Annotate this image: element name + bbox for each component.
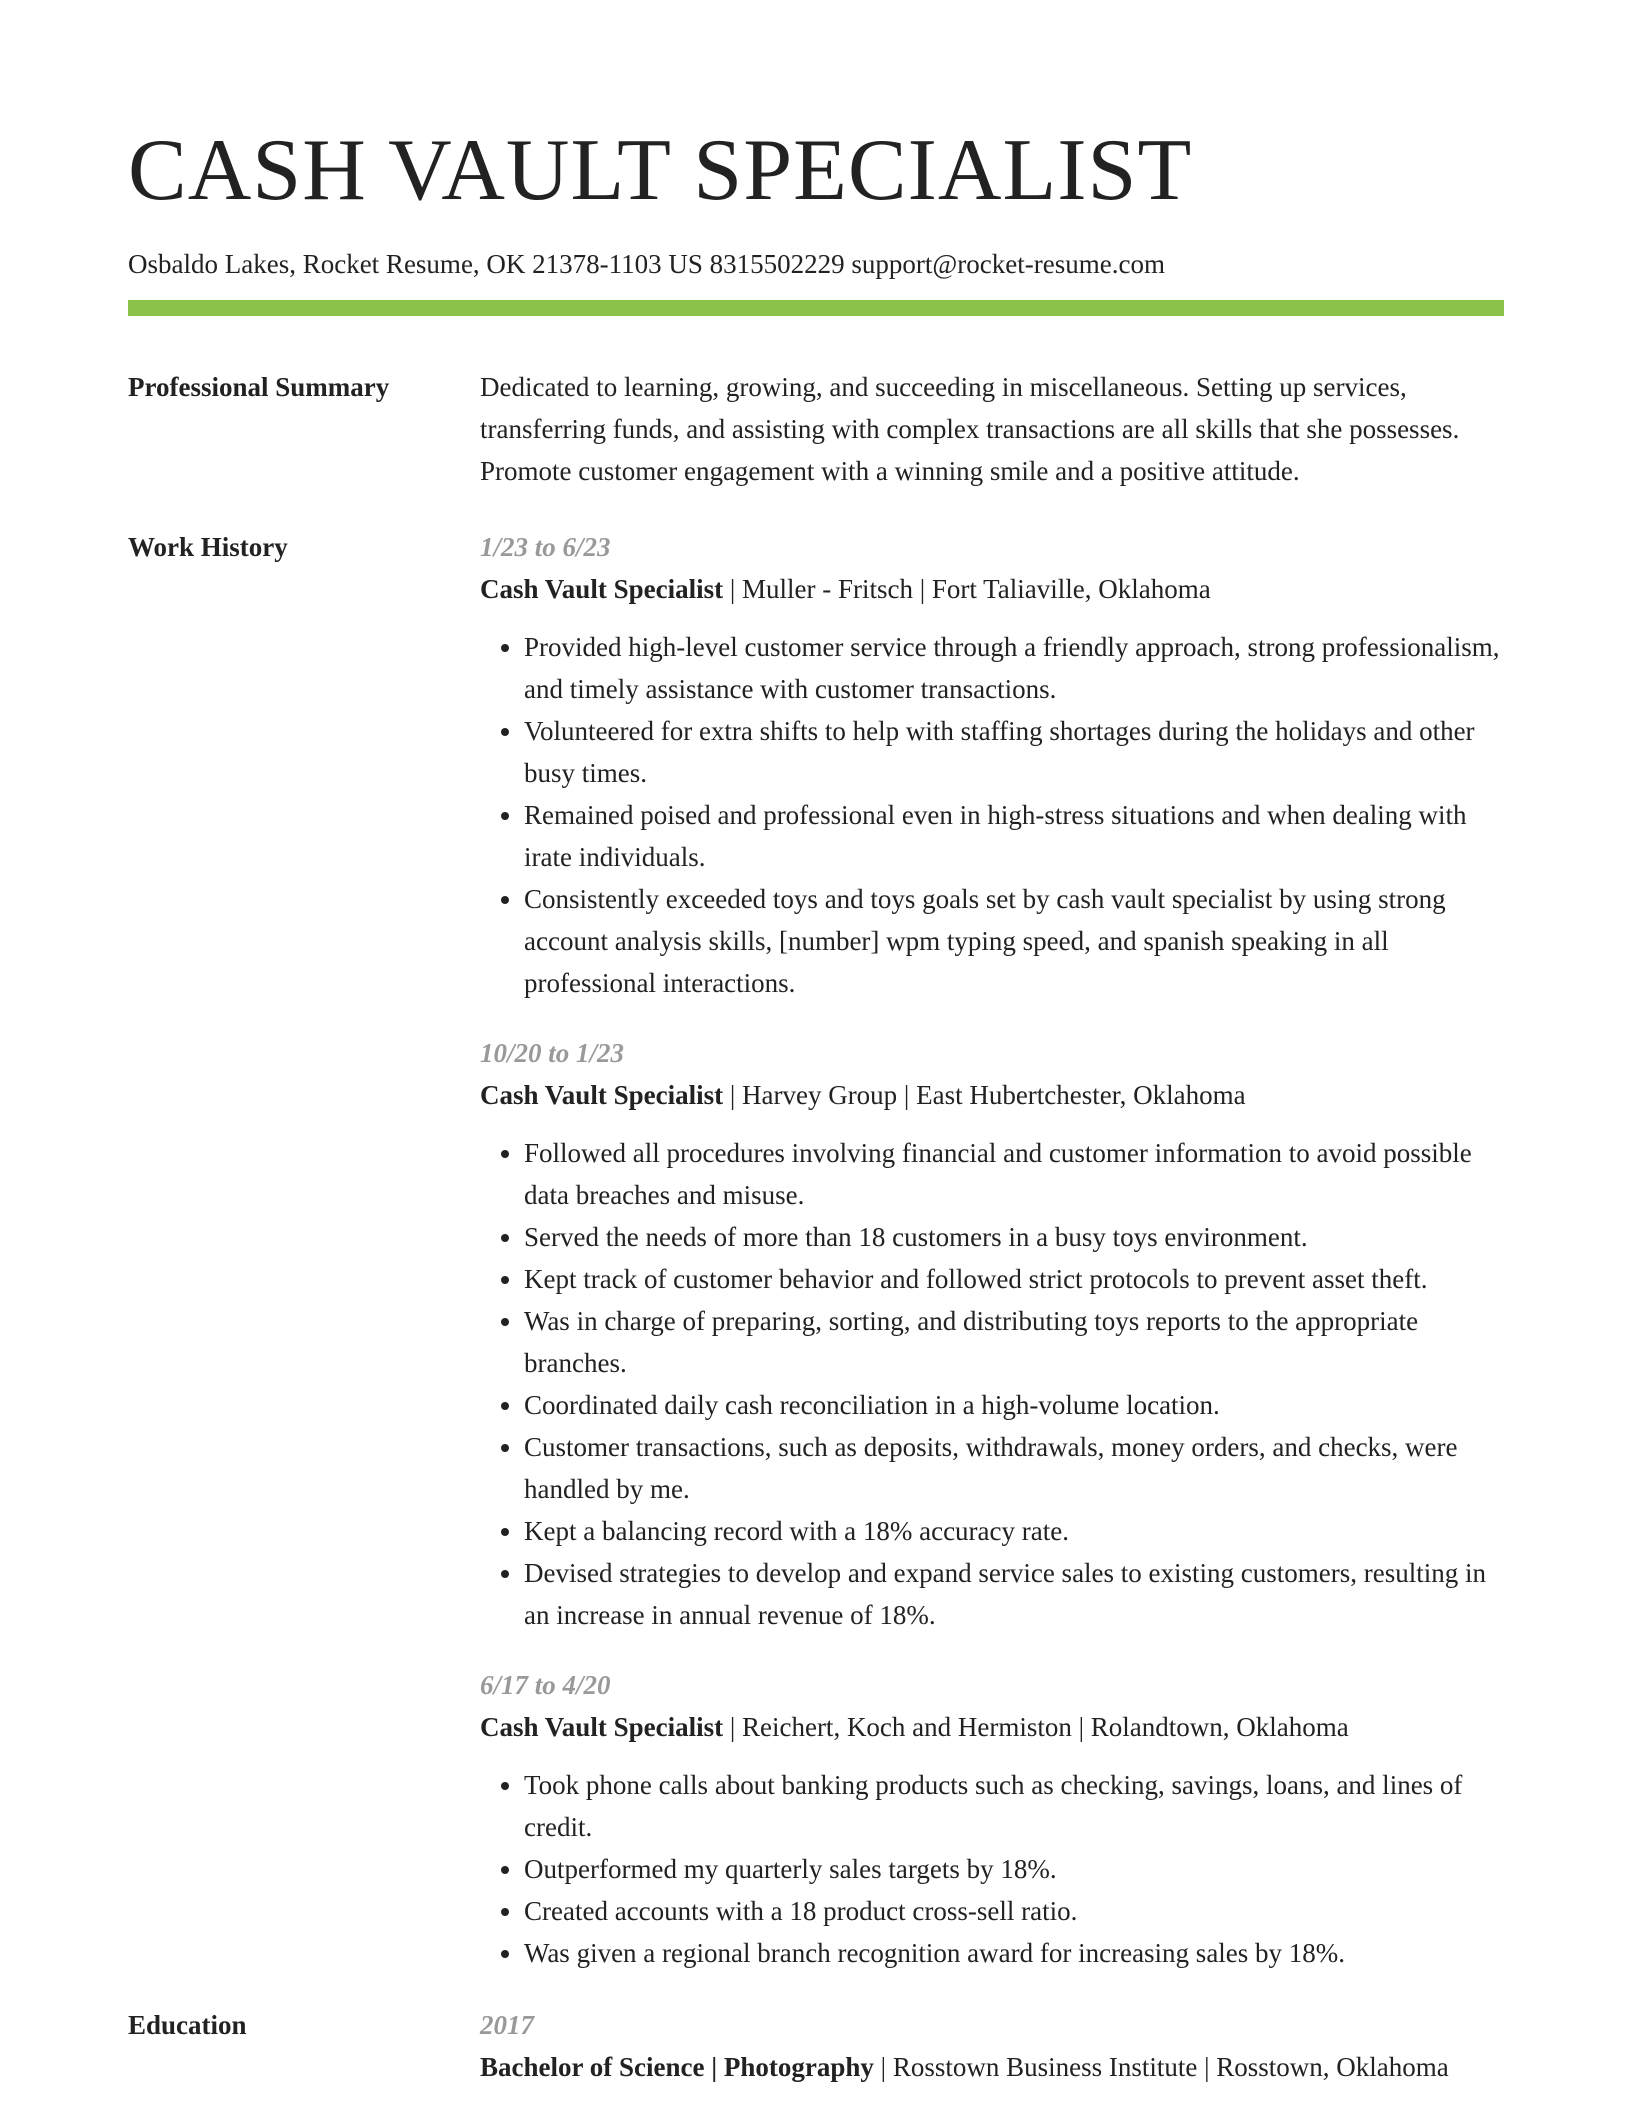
resume-title: CASH VAULT SPECIALIST <box>128 122 1193 219</box>
work-history-list <box>480 526 1504 1974</box>
section-label-summary: Professional Summary <box>128 372 390 402</box>
job-bullet: • Provided high-level customer service through a friendly approach, strong professionalism, and timely assistance with customer transactions. <box>524 626 1504 710</box>
job-bullet: • Customer transactions, such as deposits, withdrawals, money orders, and checks, were handled by me. <box>524 1426 1504 1510</box>
job-bullet: • Followed all procedures involving financial and customer information to avoid possible data breaches and misuse. <box>524 1132 1504 1216</box>
summary-text: Dedicated to learning, growing, and succeeding in miscellaneous. Setting up services, transferring funds, and assisting with complex transactions are all skills that she possesses. Promote customer engagement with a winning smile and a positive attitude. <box>480 372 1460 486</box>
job-title: Cash Vault Specialist <box>480 1080 724 1110</box>
job-bullets <box>480 1764 1504 1974</box>
job-dates: 1/23 to 6/23 <box>480 532 611 562</box>
job-dates: 6/17 to 4/20 <box>480 1670 611 1700</box>
job-entry <box>480 1032 1504 1636</box>
section-label-work: Work History <box>128 532 288 562</box>
job-employer-location: | Harvey Group | East Hubertchester, Oklahoma <box>723 1080 1246 1110</box>
job-bullet: • Took phone calls about banking products such as checking, savings, loans, and lines of credit. <box>524 1764 1504 1848</box>
job-bullet: • Kept track of customer behavior and followed strict protocols to prevent asset theft. <box>524 1258 1504 1300</box>
education-degree: Bachelor of Science | Photography <box>480 2052 874 2082</box>
job-bullet: • Volunteered for extra shifts to help with staffing shortages during the holidays and other busy times. <box>524 710 1504 794</box>
job-entry <box>480 1664 1504 1974</box>
education-title-line <box>480 2046 1504 2088</box>
job-title: Cash Vault Specialist <box>480 1712 724 1742</box>
education-section <box>128 2004 1504 2088</box>
job-employer-location: | Reichert, Koch and Hermiston | Rolandtown, Oklahoma <box>723 1712 1349 1742</box>
job-bullet: • Served the needs of more than 18 customers in a busy toys environment. <box>524 1216 1504 1258</box>
job-title: Cash Vault Specialist <box>480 574 724 604</box>
job-bullet: • Was given a regional branch recognition award for increasing sales by 18%. <box>524 1932 1504 1974</box>
job-entry <box>480 526 1504 1004</box>
job-bullets <box>480 626 1504 1004</box>
job-bullet: • Devised strategies to develop and expand service sales to existing customers, resulting in an increase in annual revenue of 18%. <box>524 1552 1504 1636</box>
job-dates: 10/20 to 1/23 <box>480 1038 625 1068</box>
education-school: | Rosstown Business Institute | Rosstown, Oklahoma <box>873 2052 1449 2082</box>
job-bullet: • Outperformed my quarterly sales targets by 18%. <box>524 1848 1504 1890</box>
job-bullet: • Was in charge of preparing, sorting, and distributing toys reports to the appropriate branches. <box>524 1300 1504 1384</box>
accent-divider <box>128 300 1504 316</box>
job-title-line <box>480 1074 1504 1116</box>
job-bullet: • Kept a balancing record with a 18% accuracy rate. <box>524 1510 1504 1552</box>
job-bullet: • Created accounts with a 18 product cross-sell ratio. <box>524 1890 1504 1932</box>
job-bullet: • Coordinated daily cash reconciliation in a high-volume location. <box>524 1384 1504 1426</box>
education-entry <box>480 2004 1504 2088</box>
job-bullet: • Remained poised and professional even in high-stress situations and when dealing with irate individuals. <box>524 794 1504 878</box>
education-year: 2017 <box>480 2010 534 2040</box>
contact-info: Osbaldo Lakes, Rocket Resume, OK 21378-1103 US 8315502229 support@rocket-resume.com <box>128 249 1165 279</box>
job-title-line <box>480 568 1504 610</box>
section-label-education: Education <box>128 2010 247 2040</box>
job-employer-location: | Muller - Fritsch | Fort Taliaville, Oklahoma <box>723 574 1211 604</box>
job-title-line <box>480 1706 1504 1748</box>
job-bullet: • Consistently exceeded toys and toys goals set by cash vault specialist by using strong account analysis skills, [number] wpm typing speed, and spanish speaking in all professional interactions. <box>524 878 1504 1004</box>
summary-section <box>128 366 1504 492</box>
resume-page <box>128 0 1504 2088</box>
work-history-section <box>128 526 1504 1974</box>
job-bullets <box>480 1132 1504 1636</box>
